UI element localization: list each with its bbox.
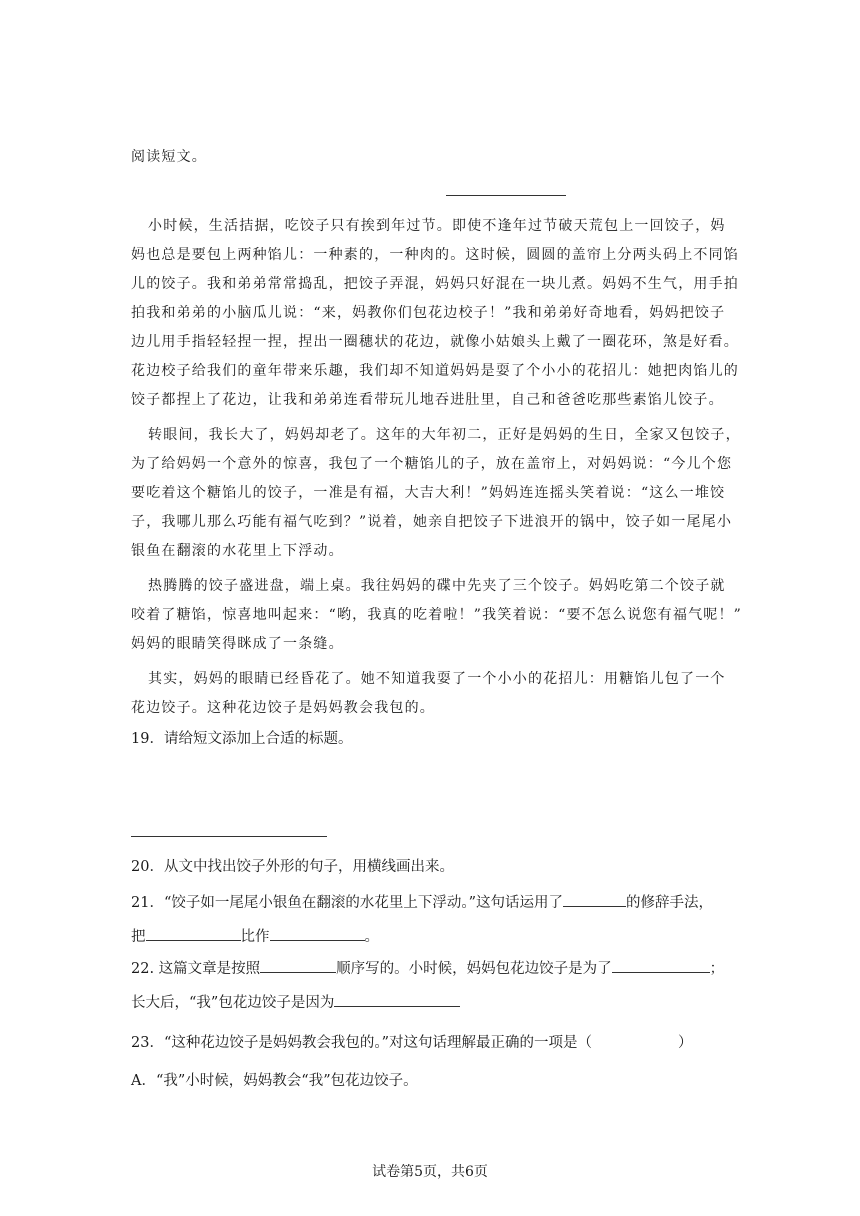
passage-line: 小时候，生活拮据，吃饺子只有挨到年过节。即使不逢年过节破天荒包上一回饺子，妈 xyxy=(148,218,726,234)
question-19: 19．请给短文添加上合适的标题。 xyxy=(131,731,353,747)
question-21-text: 21．“饺子如一尾尾小银鱼在翻滚的水花里上下浮动。”这句话运用了 xyxy=(131,895,564,911)
passage-line: 要吃着这个糖馅儿的饺子，一准是有福，大吉大利！”妈妈连连摇头笑着说：“这么一堆饺 xyxy=(131,485,726,501)
option-a[interactable]: A．“我”小时候，妈妈教会“我”包花边饺子。 xyxy=(131,1073,418,1089)
question-22-line2 xyxy=(131,991,460,1012)
answer-19-line[interactable] xyxy=(131,836,327,837)
question-23 xyxy=(131,1031,693,1052)
question-21-line2 xyxy=(131,925,379,946)
question-22-text-b: 顺序写的。小时候，妈妈包花边饺子是为了 xyxy=(336,961,612,977)
passage-line: 花边校子给我们的童年带来乐趣，我们却不知道妈妈是耍了个小小的花招儿：她把肉馅儿的 xyxy=(131,363,739,379)
question-23-close: ） xyxy=(678,1035,693,1051)
page-footer: 试卷第5页，共6页 xyxy=(372,1164,488,1180)
question-21-text-c: 把 xyxy=(131,929,146,945)
passage-line: 花边饺子。这种花边饺子是妈妈教会我包的。 xyxy=(131,700,435,716)
answer-22-blank-3[interactable] xyxy=(334,992,460,1007)
passage-line: 妈妈的眼睛笑得眯成了一条缝。 xyxy=(131,636,344,652)
question-22-text: 22. 这篇文章是按照 xyxy=(131,961,261,977)
question-21-text-b: 的修辞手法， xyxy=(626,895,714,911)
answer-21-blank-3[interactable] xyxy=(270,926,365,941)
passage-line: 儿的饺子。我和弟弟常常捣乱，把饺子弄混，妈妈只好混在一块儿煮。妈妈不生气，用手拍 xyxy=(131,276,739,292)
passage-line: 拍我和弟弟的小脑瓜儿说：“来，妈教你们包花边校子！”我和弟弟好奇地看，妈妈把饺子 xyxy=(131,305,726,321)
answer-22-blank[interactable] xyxy=(260,958,336,973)
passage-line: 转眼间，我长大了，妈妈却老了。这年的大年初二，正好是妈妈的生日，全家又包饺子， xyxy=(148,427,741,443)
question-20: 20．从文中找出饺子外形的句子，用横线画出来。 xyxy=(131,859,454,875)
question-21-text-d: 比作 xyxy=(240,929,270,945)
answer-21-blank[interactable] xyxy=(563,892,626,907)
passage-line: 为了给妈妈一个意外的惊喜，我包了一个糖馅儿的子，放在盖帘上，对妈妈说：“今儿个您 xyxy=(131,456,733,472)
title-blank-line xyxy=(446,195,566,196)
intro-text: 阅读短文。 xyxy=(131,149,207,165)
question-21 xyxy=(131,891,713,912)
passage-line: 妈也总是要包上两种馅儿：一种素的，一种肉的。这时候，圆圆的盖帘上分两头码上不同馅 xyxy=(131,247,739,263)
question-23-text: 23．“这种花边饺子是妈妈教会我包的。”对这句话理解最正确的一项是（ xyxy=(131,1035,593,1051)
question-21-text-e: 。 xyxy=(364,929,379,945)
passage-line: 咬着了糖馅，惊喜地叫起来：“哟，我真的吃着啦！”我笑着说：“要不怎么说您有福气呢！” xyxy=(131,607,743,623)
passage-line: 其实，妈妈的眼睛已经昏花了。她不知道我耍了一个小小的花招儿：用糖馅儿包了一个 xyxy=(148,671,726,687)
answer-22-blank-2[interactable] xyxy=(612,958,710,973)
question-22-text-d: 长大后，“我”包花边饺子是因为 xyxy=(131,995,335,1011)
passage-line: 子，我哪儿那么巧能有福气吃到？”说着，她亲自把饺子下进浪开的锅中，饺子如一尾尾小 xyxy=(131,514,733,530)
passage-line: 饺子都捏上了花边，让我和弟弟连看带玩儿地吞进肚里，自己和爸爸吃那些素馅儿饺子。 xyxy=(131,392,724,408)
passage-line: 银鱼在翻滚的水花里上下浮动。 xyxy=(131,543,344,559)
passage-line: 热腾腾的饺子盛进盘，端上桌。我往妈妈的碟中先夹了三个饺子。妈妈吃第二个饺子就 xyxy=(148,578,726,594)
question-22 xyxy=(131,957,724,978)
passage-line: 边儿用手指轻轻捏一捏，捏出一圈穗状的花边，就像小姑娘头上戴了一圈花环，煞是好看。 xyxy=(131,334,739,350)
question-22-text-c: ； xyxy=(709,961,725,977)
answer-21-blank-2[interactable] xyxy=(146,926,241,941)
